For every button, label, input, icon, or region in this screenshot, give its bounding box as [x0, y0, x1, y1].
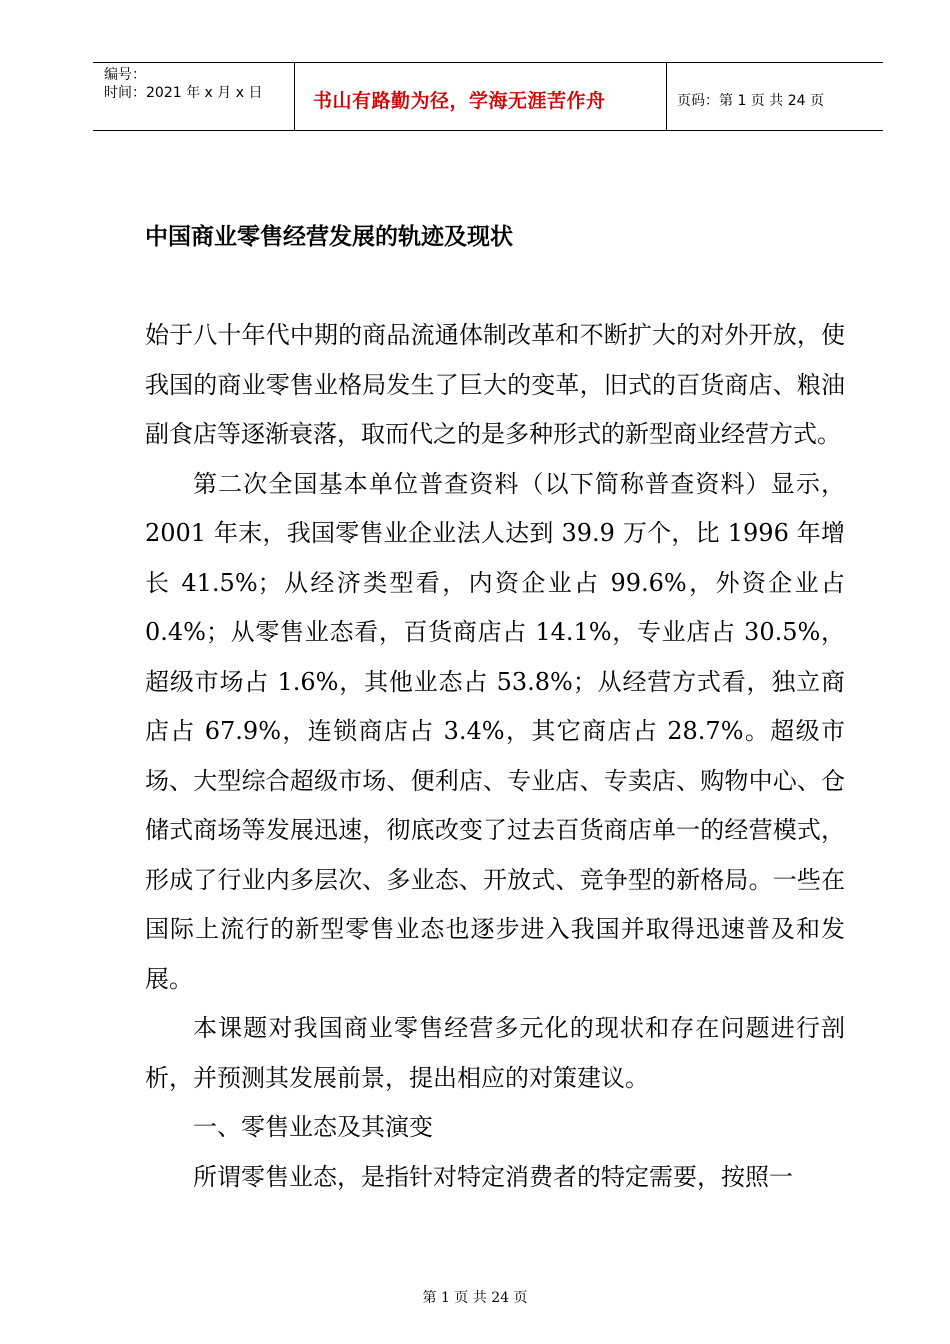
header-meta-cell: [93, 63, 295, 130]
header-page-cell: [667, 63, 883, 130]
page-footer: 第 1 页 共 24 页: [422, 1290, 528, 1306]
document-body: [145, 311, 845, 1202]
header-motto-cell: [295, 63, 667, 130]
paragraph: 所谓零售业态，是指针对特定消费者的特定需要，按照一: [193, 1162, 793, 1191]
page-info: 页码：第 1 页 共 24 页: [677, 93, 824, 109]
section-heading: 一、零售业态及其演变: [193, 1113, 433, 1141]
time-label: 时间：2021 年 x 月 x 日: [104, 85, 263, 101]
document-title: 中国商业零售经营发展的轨迹及现状: [145, 224, 513, 250]
paragraph: 始于八十年代中期的商品流通体制改革和不断扩大的对外开放，使我国的商业零售业格局发生了巨大的变革，旧式的百货商店、粮油副食店等逐渐衰落，取而代之的是多种形式的新型商业经营方式。: [145, 321, 845, 448]
paragraph: 本课题对我国商业零售经营多元化的现状和存在问题进行剖析，并预测其发展前景，提出相应的对策建议。: [145, 1014, 845, 1092]
paragraph: 第二次全国基本单位普查资料（以下简称普查资料）显示，2001 年末，我国零售业企业法人达到 39.9 万个，比 1996 年增长 41.5%；从经济类型看，内资企业占 99.6%，外资企业占 0.4%；从零售业态看，百货商店占 14.1%，专业店占 30.5%，超级市场占 1.6%，其他业态占 53.8%；从经营方式看，独立商店占 67.9%，连锁商店占 3.4%，其它商店占 28.7%。超级市场、大型综合超级市场、便利店、专业店、专卖店、购物中心、仓储式商场等发展迅速，彻底改变了过去百货商店单一的经营模式，形成了行业内多层次、多业态、开放式、竞争型的新格局。一些在国际上流行的新型零售业态也逐步进入我国并取得迅速普及和发展。: [145, 469, 845, 993]
page-header: [93, 62, 883, 131]
motto-text: 书山有路勤为径，学海无涯苦作舟: [313, 90, 606, 112]
number-label: 编号：: [104, 67, 146, 83]
